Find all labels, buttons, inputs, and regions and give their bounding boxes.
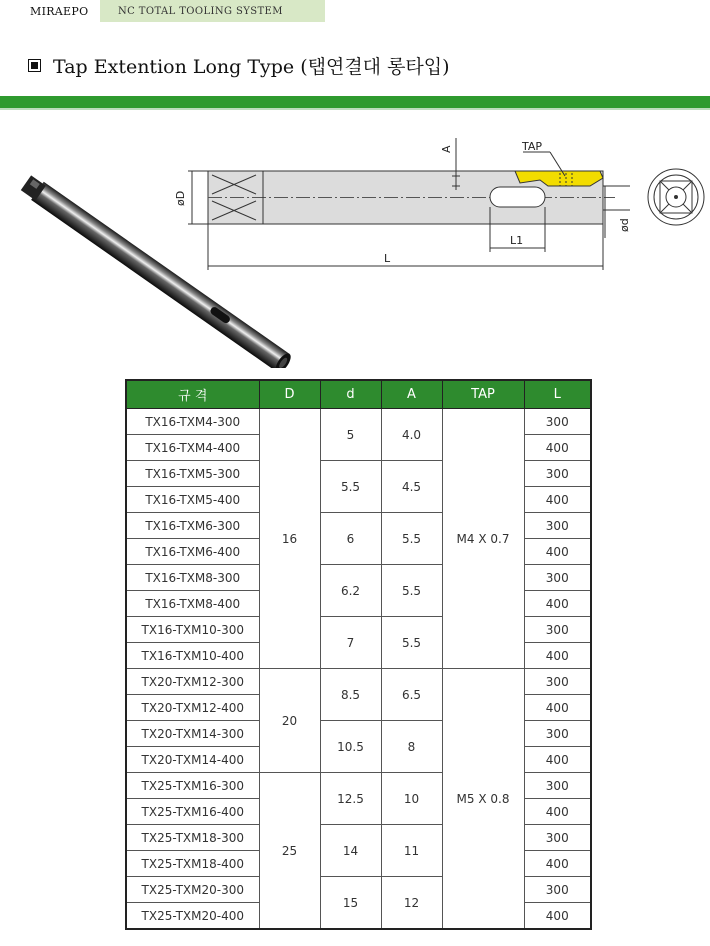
cell-spec: TX16-TXM8-400 [126,591,259,617]
page-title: Tap Extention Long Type (탭연결대 롱타입) [53,56,450,78]
table-row [126,669,591,695]
cell-spec: TX16-TXM10-400 [126,643,259,669]
cell-spec: TX25-TXM20-300 [126,877,259,903]
label-L1: L1 [510,234,524,247]
cell-spec: TX25-TXM16-400 [126,799,259,825]
label-L: L [384,252,391,265]
header-TAP: TAP [442,380,524,409]
cell-d: 12.5 [320,773,381,825]
cell-A: 4.5 [381,461,442,513]
cell-A: 10 [381,773,442,825]
cell-L: 300 [524,877,591,903]
header-L: L [524,380,591,409]
cell-spec: TX16-TXM10-300 [126,617,259,643]
brand-bar [0,0,325,22]
cell-TAP: M4 X 0.7 [442,409,524,669]
product-drawing [0,118,710,368]
cell-L: 400 [524,643,591,669]
cell-L: 400 [524,487,591,513]
cell-L: 400 [524,799,591,825]
cell-spec: TX20-TXM12-400 [126,695,259,721]
cell-spec: TX20-TXM14-300 [126,721,259,747]
cell-L: 400 [524,539,591,565]
cell-A: 4.0 [381,409,442,461]
header-A: A [381,380,442,409]
cell-A: 5.5 [381,565,442,617]
cell-TAP: M5 X 0.8 [442,669,524,930]
table-header-row [126,380,591,409]
header-spec: 규 격 [126,380,259,409]
label-TAP: TAP [522,140,543,153]
cell-d: 6 [320,513,381,565]
cell-d: 6.2 [320,565,381,617]
title-divider [0,96,710,108]
cell-L: 400 [524,435,591,461]
cell-L: 300 [524,513,591,539]
cell-D: 25 [259,773,320,930]
cell-L: 300 [524,825,591,851]
square-bullet-icon [28,59,41,72]
cell-d: 14 [320,825,381,877]
cell-spec: TX16-TXM8-300 [126,565,259,591]
cell-d: 10.5 [320,721,381,773]
cell-d: 7 [320,617,381,669]
cell-spec: TX20-TXM12-300 [126,669,259,695]
cell-A: 6.5 [381,669,442,721]
cell-L: 300 [524,669,591,695]
header-D: D [259,380,320,409]
cell-D: 16 [259,409,320,669]
cell-spec: TX20-TXM14-400 [126,747,259,773]
cell-d: 5.5 [320,461,381,513]
cell-L: 300 [524,461,591,487]
cell-spec: TX16-TXM5-400 [126,487,259,513]
side-view-drawing [188,138,630,270]
cell-d: 5 [320,409,381,461]
header-d: d [320,380,381,409]
cell-L: 300 [524,565,591,591]
cell-spec: TX16-TXM4-300 [126,409,259,435]
brand-tagline: NC TOTAL TOOLING SYSTEM [100,0,325,22]
page-title-row [28,52,450,79]
cell-spec: TX25-TXM18-400 [126,851,259,877]
label-phid: ød [618,218,631,232]
cell-L: 400 [524,903,591,930]
cell-L: 300 [524,721,591,747]
cell-L: 400 [524,591,591,617]
brand-name: MIRAEPO [30,4,89,18]
cell-spec: TX25-TXM20-400 [126,903,259,930]
cell-L: 300 [524,617,591,643]
cell-A: 11 [381,825,442,877]
label-phiD: øD [174,190,187,206]
cell-d: 15 [320,877,381,930]
cell-L: 400 [524,851,591,877]
cell-D: 20 [259,669,320,773]
cell-d: 8.5 [320,669,381,721]
cell-A: 12 [381,877,442,930]
cell-spec: TX25-TXM18-300 [126,825,259,851]
label-A: A [440,145,453,153]
cell-A: 5.5 [381,617,442,669]
spec-table [125,379,592,930]
cell-spec: TX16-TXM5-300 [126,461,259,487]
cell-L: 400 [524,747,591,773]
cell-A: 8 [381,721,442,773]
cell-spec: TX16-TXM6-300 [126,513,259,539]
cell-L: 400 [524,695,591,721]
cell-A: 5.5 [381,513,442,565]
end-view-drawing [648,169,704,225]
cell-spec: TX16-TXM6-400 [126,539,259,565]
cell-spec: TX16-TXM4-400 [126,435,259,461]
cell-L: 300 [524,409,591,435]
cell-spec: TX25-TXM16-300 [126,773,259,799]
table-row [126,409,591,435]
cell-L: 300 [524,773,591,799]
